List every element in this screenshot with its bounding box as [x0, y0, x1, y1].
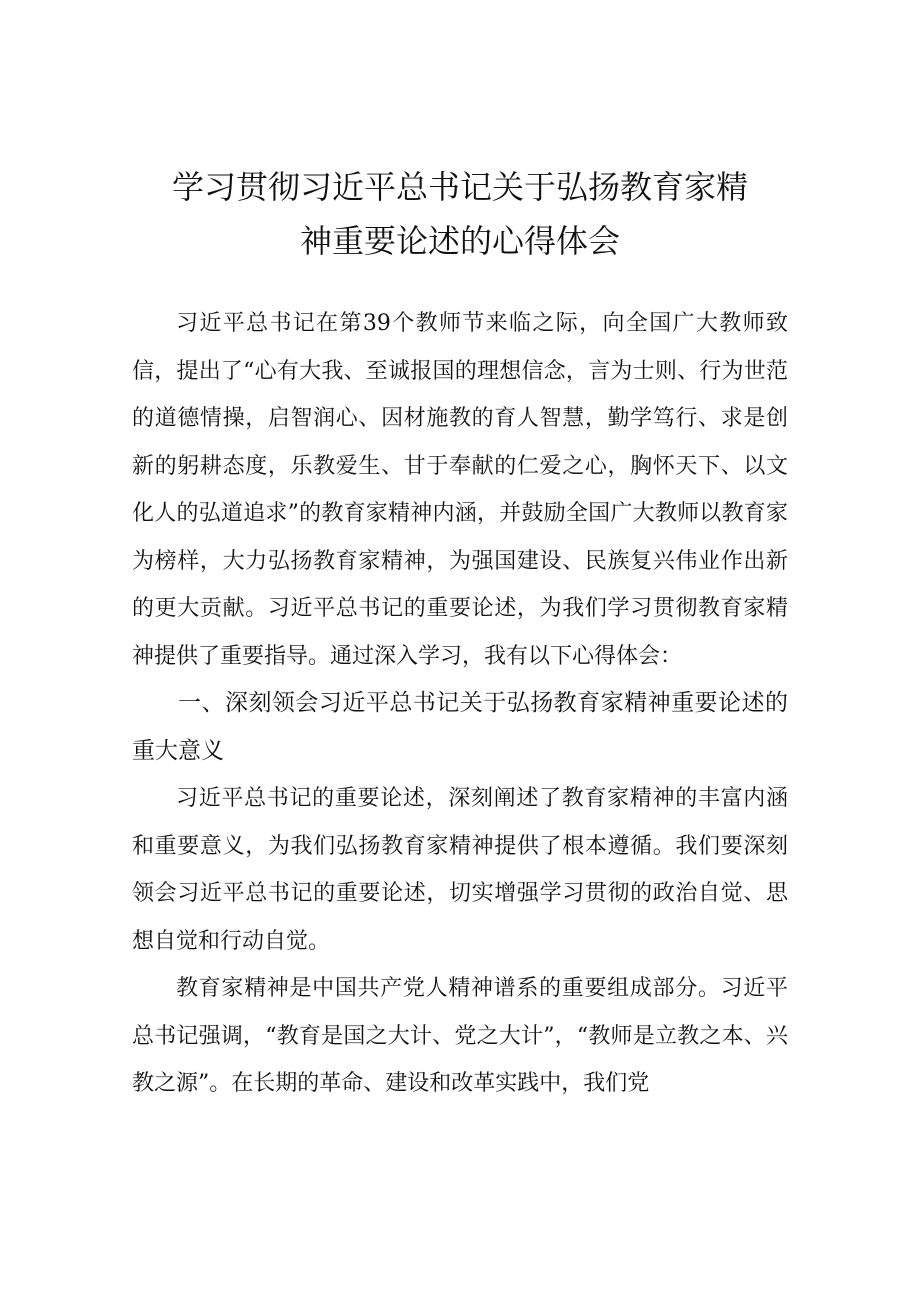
section-heading-1: 一、深刻领会习近平总书记关于弘扬教育家精神重要论述的重大意义: [132, 690, 788, 764]
paragraph-section-1-continued: 教育家精神是中国共产党人精神谱系的重要组成部分。习近平总书记强调，“教育是国之大计、党之大计”，“教师是立教之本、兴教之源”。在长期的革命、建设和改革实践中，我们党: [132, 976, 788, 1096]
document-title: [130, 160, 790, 268]
paragraph-intro: 习近平总书记在第39个教师节来临之际，向全国广大教师致信，提出了“心有大我、至诚报国的理想信念，言为士则、行为世范的道德情操，启智润心、因材施教的育人智慧，勤学笃行、求是创新的躬耕态度，乐教爱生、甘于奉献的仁爱之心，胸怀天下、以文化人的弘道追求”的教育家精神内涵，并鼓励全国广大教师以教育家为榜样，大力弘扬教育家精神，为强国建设、民族复兴伟业作出新的更大贡献。习近平总书记的重要论述，为我们学习贯彻教育家精神提供了重要指导。通过深入学习，我有以下心得体会：: [132, 311, 788, 669]
title-line-1: 学习贯彻习近平总书记关于弘扬教育家精: [171, 168, 748, 206]
document-body: [132, 300, 788, 1108]
paragraph-section-1: 习近平总书记的重要论述，深刻阐述了教育家精神的丰富内涵和重要意义，为我们弘扬教育家精神提供了根本遵循。我们要深刻领会习近平总书记的重要论述，切实增强学习贯彻的政治自觉、思想自觉和行动自觉。: [132, 786, 788, 954]
title-line-2: 神重要论述的心得体会: [299, 222, 620, 260]
